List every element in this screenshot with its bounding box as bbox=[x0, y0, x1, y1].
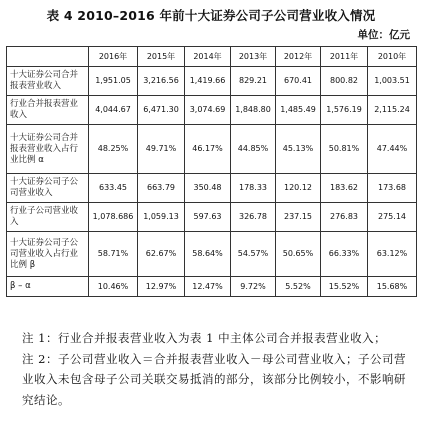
table-cell: 10.46% bbox=[89, 277, 138, 297]
table-cell: 2,115.24 bbox=[368, 96, 417, 125]
header-cell: 2015年 bbox=[138, 47, 185, 67]
table-title: 表 4 2010–2016 年前十大证券公司子公司营业收入情况 bbox=[46, 8, 376, 23]
table-cell: 1,485.49 bbox=[276, 96, 321, 125]
row-label: β – α bbox=[7, 277, 89, 297]
table-cell: 633.45 bbox=[89, 174, 138, 203]
footnotes bbox=[6, 328, 416, 410]
table-header-row bbox=[7, 47, 417, 67]
table-cell: 15.68% bbox=[368, 277, 417, 297]
table-row bbox=[7, 174, 417, 203]
table-cell: 173.68 bbox=[368, 174, 417, 203]
table-row bbox=[7, 277, 417, 297]
table-cell: 5.52% bbox=[276, 277, 321, 297]
table-cell: 1,059.13 bbox=[138, 203, 185, 232]
table-cell: 12.47% bbox=[185, 277, 231, 297]
table-cell: 50.81% bbox=[321, 125, 368, 174]
header-cell: 2010年 bbox=[368, 47, 417, 67]
table-cell: 829.21 bbox=[231, 67, 276, 96]
table-cell: 62.67% bbox=[138, 232, 185, 277]
table-cell: 1,419.66 bbox=[185, 67, 231, 96]
table-cell: 58.71% bbox=[89, 232, 138, 277]
table-cell: 326.78 bbox=[231, 203, 276, 232]
table-row bbox=[7, 203, 417, 232]
table-cell: 3,216.56 bbox=[138, 67, 185, 96]
row-label: 十大证券公司子公司营业收入占行业比例 β bbox=[7, 232, 89, 277]
row-label: 十大证券公司合并报表营业收入占行业比例 α bbox=[7, 125, 89, 174]
table-cell: 275.14 bbox=[368, 203, 417, 232]
table-row bbox=[7, 125, 417, 174]
header-cell: 2013年 bbox=[231, 47, 276, 67]
table-cell: 597.63 bbox=[185, 203, 231, 232]
table-cell: 800.82 bbox=[321, 67, 368, 96]
table-cell: 54.57% bbox=[231, 232, 276, 277]
header-cell: 2012年 bbox=[276, 47, 321, 67]
table-cell: 1,003.51 bbox=[368, 67, 417, 96]
table-row bbox=[7, 67, 417, 96]
table-cell: 47.44% bbox=[368, 125, 417, 174]
table-cell: 48.25% bbox=[89, 125, 138, 174]
row-label: 十大证券公司子公司营业收入 bbox=[7, 174, 89, 203]
table-cell: 9.72% bbox=[231, 277, 276, 297]
note-1: 注 1：行业合并报表营业收入为表 1 中主体公司合并报表营业收入； bbox=[22, 331, 387, 345]
table-cell: 1,576.19 bbox=[321, 96, 368, 125]
table-cell: 45.13% bbox=[276, 125, 321, 174]
table-row bbox=[7, 96, 417, 125]
header-cell: 2011年 bbox=[321, 47, 368, 67]
table-cell: 183.62 bbox=[321, 174, 368, 203]
table-cell: 6,471.30 bbox=[138, 96, 185, 125]
header-cell: 2016年 bbox=[89, 47, 138, 67]
table-row bbox=[7, 232, 417, 277]
row-label: 行业合并报表营业收入 bbox=[7, 96, 89, 125]
table-cell: 120.12 bbox=[276, 174, 321, 203]
unit-label: 单位：亿元 bbox=[357, 29, 410, 41]
table-cell: 4,044.67 bbox=[89, 96, 138, 125]
table-cell: 1,078.686 bbox=[89, 203, 138, 232]
table-cell: 1,848.80 bbox=[231, 96, 276, 125]
table-cell: 3,074.69 bbox=[185, 96, 231, 125]
table-cell: 49.71% bbox=[138, 125, 185, 174]
table-cell: 276.83 bbox=[321, 203, 368, 232]
table-cell: 15.52% bbox=[321, 277, 368, 297]
table-cell: 350.48 bbox=[185, 174, 231, 203]
table-cell: 237.15 bbox=[276, 203, 321, 232]
table-cell: 670.41 bbox=[276, 67, 321, 96]
table-cell: 1,951.05 bbox=[89, 67, 138, 96]
table-cell: 58.64% bbox=[185, 232, 231, 277]
table-cell: 50.65% bbox=[276, 232, 321, 277]
row-label: 十大证券公司合并报表营业收入 bbox=[7, 67, 89, 96]
table-cell: 663.79 bbox=[138, 174, 185, 203]
revenue-table bbox=[6, 46, 417, 297]
table-cell: 63.12% bbox=[368, 232, 417, 277]
table-cell: 178.33 bbox=[231, 174, 276, 203]
note-2: 注 2：子公司营业收入＝合并报表营业收入－母公司营业收入；子公司营业收入未包含母子公司关联交易抵消的部分，该部分比例较小，不影响研究结论。 bbox=[22, 351, 406, 407]
table-cell: 44.85% bbox=[231, 125, 276, 174]
table-cell: 66.33% bbox=[321, 232, 368, 277]
header-cell: 2014年 bbox=[185, 47, 231, 67]
table-cell: 12.97% bbox=[138, 277, 185, 297]
row-label: 行业子公司营业收入 bbox=[7, 203, 89, 232]
table-cell: 46.17% bbox=[185, 125, 231, 174]
header-cell bbox=[7, 47, 89, 67]
